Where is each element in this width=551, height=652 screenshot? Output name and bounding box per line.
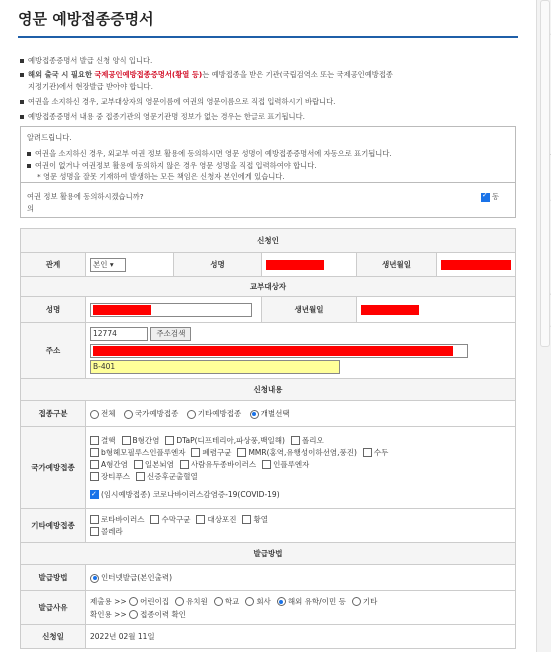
zip-input[interactable]: 12774 bbox=[90, 327, 148, 341]
category-options bbox=[86, 401, 516, 427]
national-label: 국가예방접종 bbox=[21, 427, 86, 509]
vaccine-option[interactable]: 폐렴구균 bbox=[191, 447, 231, 459]
vaccine-option[interactable]: 인플루엔자 bbox=[262, 459, 309, 471]
covid-option[interactable]: ✓(임시예방접종) 코로나바이러스감염증-19(COVID-19) bbox=[90, 489, 280, 501]
category-other[interactable]: 기타예방접종 bbox=[187, 408, 241, 419]
vaccine-option[interactable]: 황열 bbox=[242, 514, 268, 526]
target-name-label: 성명 bbox=[21, 297, 86, 323]
issue-reason-options: 제출용 >> 어린이집 유치원 학교 회사 해외 유학/이민 등 기타 확인용 >> 접종이력 확인 bbox=[86, 591, 516, 625]
vaccine-option[interactable]: MMR(홍역,유행성이하선염,풍진) bbox=[237, 447, 356, 459]
target-birth-label: 생년월일 bbox=[262, 297, 357, 323]
national-options bbox=[86, 427, 516, 509]
reason-option[interactable]: 유치원 bbox=[175, 595, 208, 608]
other-options bbox=[86, 509, 516, 543]
vaccine-option[interactable]: 일본뇌염 bbox=[134, 459, 174, 471]
applicant-birth-cell bbox=[437, 253, 516, 277]
vaccine-option[interactable]: 수두 bbox=[363, 447, 389, 459]
application-form-table bbox=[20, 228, 516, 649]
relation-select[interactable]: 본인 ▾ bbox=[90, 258, 126, 272]
notice-line-2: 여권이 없거나 여권정보 활용에 동의하지 않은 경우 영문 성명을 직접 입력하여야 합니다. bbox=[27, 161, 317, 171]
applicant-name-cell bbox=[262, 253, 357, 277]
target-birth-redacted bbox=[361, 305, 419, 315]
bullet-icon bbox=[20, 73, 24, 77]
radio-icon bbox=[187, 410, 196, 419]
note-3: 여권을 소지하신 경우, 교부대상자의 영문이름에 여권의 영문이름으로 직접 입력하시기 바랍니다. bbox=[20, 97, 335, 107]
note-2: 해외 출국 시 필요한 국제공인예방접종증명서(황열 등)는 예방접종을 받은 기관(국립검역소 또는 국제공인예방접종 bbox=[20, 70, 393, 80]
vaccine-option[interactable]: A형간염 bbox=[90, 459, 128, 471]
page-title: 영문 예방접종증명서 bbox=[18, 10, 154, 28]
vaccine-option[interactable]: DTaP(디프테리아,파상풍,백일해) bbox=[165, 435, 285, 447]
applicant-name-label: 성명 bbox=[174, 253, 262, 277]
issue-method-internet[interactable]: 인터넷발급(본인출력) bbox=[90, 572, 172, 583]
reason-option[interactable]: 어린이집 bbox=[129, 595, 169, 608]
chevron-down-icon: ▾ bbox=[107, 259, 114, 269]
section-target: 교부대상자 bbox=[21, 277, 516, 297]
reason-option[interactable]: 해외 유학/이민 등 bbox=[277, 595, 346, 608]
vaccine-option[interactable]: 대상포진 bbox=[196, 514, 236, 526]
applicant-birth-redacted bbox=[441, 260, 511, 270]
vaccine-option[interactable]: 장티푸스 bbox=[90, 471, 130, 483]
consent-checkbox[interactable]: ✓ 동 bbox=[481, 192, 499, 202]
check-icon bbox=[90, 490, 99, 499]
target-birth-cell bbox=[357, 297, 516, 323]
applicant-birth-label: 생년월일 bbox=[357, 253, 437, 277]
note-2-cont: 지정기관)에서 현장발급 받아야 합니다. bbox=[28, 82, 153, 91]
vaccine-option[interactable]: B형간염 bbox=[122, 435, 160, 447]
note-1: 예방접종증명서 발급 신청 양식 입니다. bbox=[20, 56, 152, 66]
vaccine-option[interactable]: b형헤모필루스인플루엔자 bbox=[90, 447, 185, 459]
address-input[interactable] bbox=[90, 344, 468, 358]
applicant-name-redacted bbox=[266, 260, 324, 270]
check-icon[interactable] bbox=[481, 193, 490, 202]
address-label: 주소 bbox=[21, 323, 86, 379]
notice-heading: 알려드립니다. bbox=[27, 133, 72, 142]
category-label: 접종구분 bbox=[21, 401, 86, 427]
target-name-cell bbox=[86, 297, 262, 323]
reason-option[interactable]: 학교 bbox=[214, 595, 240, 608]
vaccine-option[interactable]: 로타바이러스 bbox=[90, 514, 144, 526]
date-label: 신청일 bbox=[21, 625, 86, 649]
radio-selected-icon bbox=[90, 574, 99, 583]
category-national[interactable]: 국가예방접종 bbox=[124, 408, 178, 419]
issue-method-label: 발급방법 bbox=[21, 565, 86, 591]
vaccine-option[interactable]: 콜레라 bbox=[90, 526, 123, 538]
vaccine-option[interactable]: 결핵 bbox=[90, 435, 116, 447]
notice-box bbox=[20, 126, 516, 184]
consent-question: 여권 정보 활용에 동의하시겠습니까? bbox=[27, 192, 144, 201]
date-value: 2022년 02월 11일 bbox=[86, 625, 516, 649]
title-divider bbox=[18, 36, 518, 38]
issue-method-options bbox=[86, 565, 516, 591]
section-content: 신청내용 bbox=[21, 379, 516, 401]
category-individual[interactable]: 개별선택 bbox=[250, 408, 290, 419]
radio-icon bbox=[124, 410, 133, 419]
section-applicant: 신청인 bbox=[21, 229, 516, 253]
section-issue: 발급방법 bbox=[21, 543, 516, 565]
notice-line-1: 여권을 소지하신 경우, 외교부 여권 정보 활용에 동의하시면 영문 성명이 예방접종증명서에 자동으로 표기됩니다. bbox=[27, 149, 392, 159]
confirm-option[interactable]: 접종이력 확인 bbox=[129, 608, 186, 621]
radio-icon bbox=[90, 410, 99, 419]
bullet-icon bbox=[20, 59, 24, 63]
bullet-icon bbox=[20, 100, 24, 104]
vaccine-option[interactable]: 폴리오 bbox=[291, 435, 324, 447]
consent-box bbox=[20, 182, 516, 218]
radio-selected-icon bbox=[277, 597, 286, 606]
bullet-icon bbox=[20, 115, 24, 119]
category-all[interactable]: 전체 bbox=[90, 408, 116, 419]
vaccine-option[interactable]: 사람유두종바이러스 bbox=[180, 459, 256, 471]
other-label: 기타예방접종 bbox=[21, 509, 86, 543]
relation-cell bbox=[86, 253, 174, 277]
address-detail-input[interactable]: B-401 bbox=[90, 360, 340, 374]
address-search-button[interactable]: 주소검색 bbox=[150, 327, 191, 341]
vaccine-option[interactable]: 신증후군출혈열 bbox=[136, 471, 198, 483]
notice-line-3: * 영문 성명을 잘못 기재하여 발생하는 모든 책임은 신청자 본인에게 있습니다. bbox=[37, 172, 285, 181]
consent-label-cont: 의 bbox=[27, 204, 35, 213]
note-4: 예방접종증명서 내용 중 접종기관의 영문기관명 정보가 없는 경우는 한글로 표기됩니다. bbox=[20, 112, 305, 122]
target-name-input[interactable] bbox=[90, 303, 252, 317]
vaccine-option[interactable]: 수막구균 bbox=[150, 514, 190, 526]
scrollbar[interactable] bbox=[540, 0, 550, 347]
reason-option[interactable]: 기타 bbox=[352, 595, 378, 608]
radio-selected-icon bbox=[250, 410, 259, 419]
address-cell bbox=[86, 323, 516, 379]
reason-option[interactable]: 회사 bbox=[245, 595, 271, 608]
relation-label: 관계 bbox=[21, 253, 86, 277]
issue-reason-label: 발급사유 bbox=[21, 591, 86, 625]
